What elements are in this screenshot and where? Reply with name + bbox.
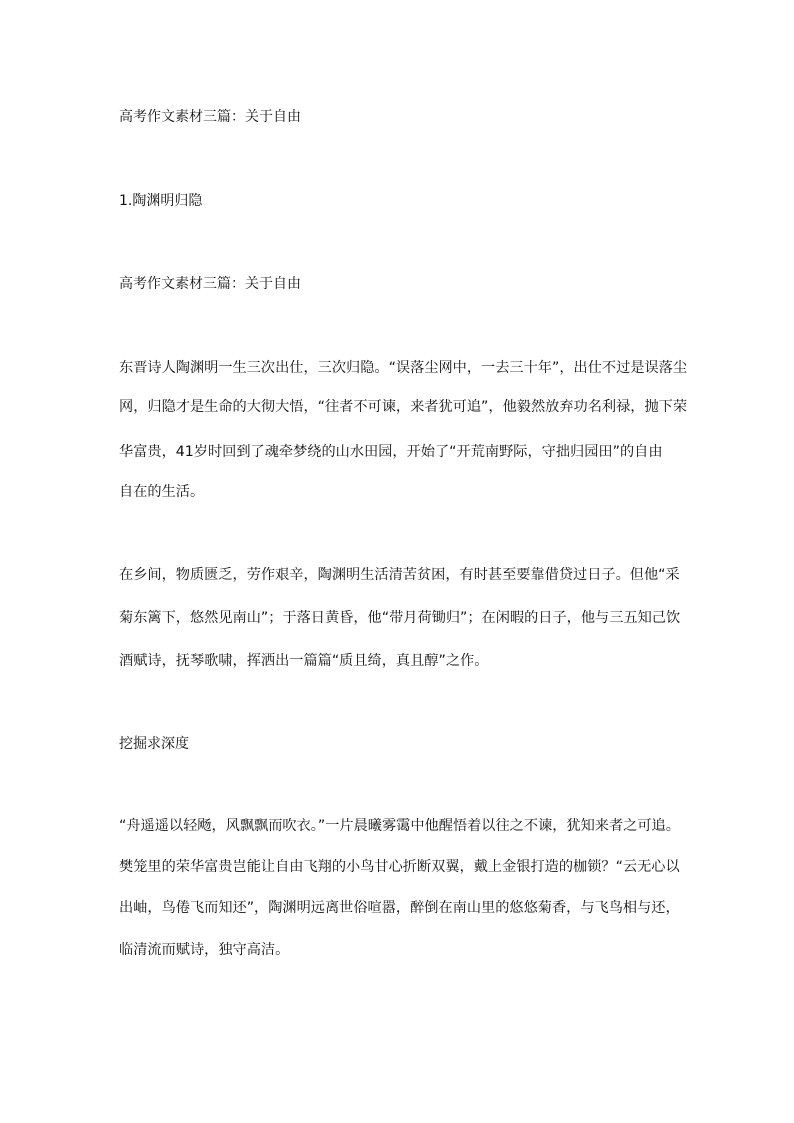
- paragraph-line: 出岫，鸟倦飞而知还”，陶渊明远离世俗喧嚣，醉倒在南山里的悠悠菊香，与飞鸟相与还，: [119, 900, 680, 916]
- paragraph-line: 网，归隐才是生命的大彻大悟，“往者不可谏，来者犹可追”，他毅然放弃功名利禄，抛下荣: [119, 399, 688, 415]
- paragraph-line: 菊东篱下，悠然见南山”；于落日黄昏，他“带月荷锄归”；在闲暇的日子，他与三五知己饮: [119, 610, 681, 626]
- paragraph-line: 华富贵，41岁时回到了魂牵梦绕的山水田园，开始了“开荒南野际，守拙归园田”的自由: [119, 444, 663, 460]
- section-heading: 1.陶渊明归隐: [119, 193, 203, 209]
- paragraph-line: “舟遥遥以轻飏，风飘飘而吹衣。”一片晨曦雾霭中他醒悟着以往之不谏，犹知来者之可追。: [119, 818, 680, 834]
- paragraph-line: 自在的生活。: [119, 484, 205, 500]
- subheading: 挖掘求深度: [119, 736, 189, 752]
- paragraph-line: 樊笼里的荣华富贵岂能让自由飞翔的小鸟甘心折断双翼，戴上金银打造的枷锁？“云无心以: [119, 859, 680, 875]
- document-title: 高考作文素材三篇：关于自由: [119, 109, 301, 125]
- paragraph-line: 东晋诗人陶渊明一生三次出仕，三次归隐。“误落尘网中，一去三十年”，出仕不过是误落尘: [119, 360, 688, 376]
- repeat-title: 高考作文素材三篇：关于自由: [119, 276, 301, 292]
- paragraph-line: 酒赋诗，抚琴歌啸，挥洒出一篇篇“质且绮，真且醇”之作。: [119, 653, 489, 669]
- paragraph-line: 在乡间，物质匮乏，劳作艰辛，陶渊明生活清苦贫困，有时甚至要靠借贷过日子。但他“采: [119, 567, 680, 583]
- paragraph-line: 临清流而赋诗，独守高洁。: [119, 942, 290, 958]
